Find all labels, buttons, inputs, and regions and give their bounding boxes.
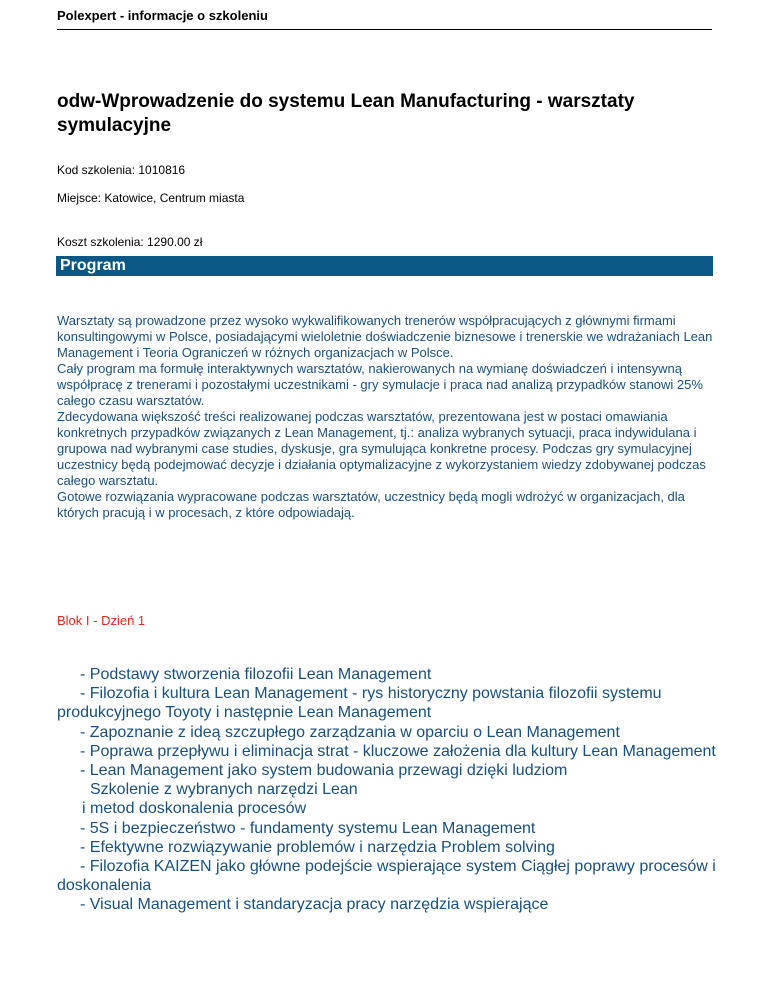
topic-list <box>57 665 717 915</box>
course-code: Kod szkolenia: 1010816 <box>57 163 186 177</box>
program-section-header: Program <box>56 256 713 276</box>
program-paragraph: Cały program ma formułę interaktywnych warsztatów, nakierowanych na wymianę doświadczeń i intensywną współpracę z trenerami i pozostałymi uczestnikami - gry symulacje i praca nad analizą przypadków stanowi 25% całego czasu warsztatów. <box>57 361 703 408</box>
program-description <box>57 313 713 521</box>
topic-item: - Podstawy stworzenia filozofii Lean Management <box>80 666 432 683</box>
topic-item: - 5S i bezpieczeństwo - fundamenty systemu Lean Management <box>80 819 536 837</box>
topic-item: - Visual Management i standaryzacja pracy narzędzia wspierające <box>80 896 549 914</box>
topic-item: - Lean Management jako system budowania przewagi dzięki ludziom <box>80 762 568 780</box>
program-paragraph: Gotowe rozwiązania wypracowane podczas warsztatów, uczestnicy będą mogli wdrożyć w organizacjach, dla których pracują i w procesach, z które odpowiadają. <box>57 489 685 520</box>
topic-subheading: i metod doskonalenia procesów <box>82 800 307 818</box>
course-cost: Koszt szkolenia: 1290.00 zł <box>57 235 203 249</box>
program-paragraph: Warsztaty są prowadzone przez wysoko wykwalifikowanych trenerów współpracujących z głównymi firmami konsultingowymi w Polsce, posiadającymi wieloletnie doświadczenie biznesowe i trenerskie we wdrażaniach Lean Management i Teoria Ograniczeń w różnych organizacjach w Polsce. <box>57 313 713 360</box>
block-title: Blok I - Dzień 1 <box>57 613 146 628</box>
topic-item: - Filozofia KAIZEN jako główne podejście wspierające system Ciągłej poprawy procesów i doskonalenia <box>57 858 716 895</box>
topic-item: - Poprawa przepływu i eliminacja strat - kluczowe założenia dla kultury Lean Management <box>80 742 716 760</box>
topic-item: - Zapoznanie z ideą szczupłego zarządzania w oparciu o Lean Management <box>80 723 620 741</box>
course-location: Miejsce: Katowice, Centrum miasta <box>57 191 245 205</box>
page-header: Polexpert - informacje o szkoleniu <box>57 8 712 30</box>
topic-subheading: Szkolenie z wybranych narzędzi Lean <box>90 781 358 799</box>
topic-item: - Efektywne rozwiązywanie problemów i narzędzia Problem solving <box>80 838 555 856</box>
course-title: odw-Wprowadzenie do systemu Lean Manufacturing - warsztaty symulacyjne <box>57 91 635 136</box>
program-paragraph: Zdecydowana większość treści realizowanej podczas warsztatów, prezentowana jest w postaci omawiania konkretnych przypadków związanych z Lean Management, tj.: analiza wybranych sytuacji, praca indywidulana i grupowa nad wybranymi case studies, dyskusje, gra symulująca konkretne procesy. Podczas gry symulacyjnej uczestnicy będą podejmować decyzje i działania optymalizacyjne z wykorzystaniem wiedzy zdobywanej podczas całego warsztatu. <box>57 409 706 488</box>
topic-item: - Filozofia i kultura Lean Management - rys historyczny powstania filozofii systemu produkcyjnego Toyoty i następnie Lean Management <box>57 685 662 722</box>
